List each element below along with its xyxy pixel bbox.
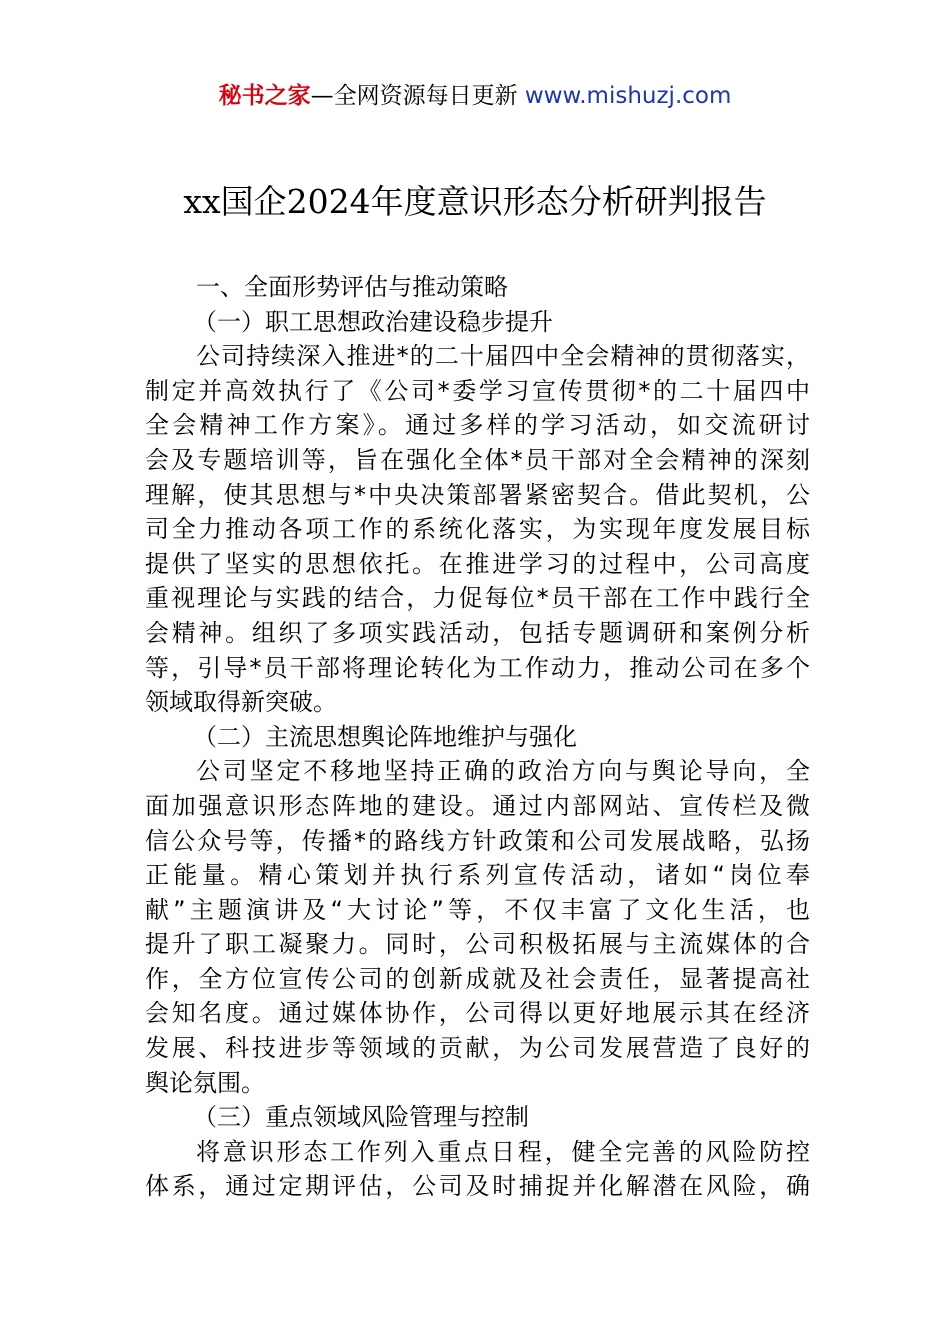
sub-heading: （三）重点领域风险管理与控制 bbox=[193, 1103, 529, 1132]
paragraph-line: 信公众号等，传播*的路线方针政策和公司发展战略，弘扬 bbox=[145, 826, 810, 855]
paragraph-line: 献”主题演讲及“大讨论”等，不仅丰富了文化生活，也 bbox=[145, 895, 810, 924]
paragraph-line: 司全力推动各项工作的系统化落实，为实现年度发展目标 bbox=[145, 515, 810, 544]
paragraph-line: 公司持续深入推进*的二十届四中全会精神的贯彻落实， bbox=[196, 342, 810, 371]
paragraph-line: 作，全方位宣传公司的创新成就及社会责任，显著提高社 bbox=[145, 964, 810, 993]
paragraph-line: 等，引导*员干部将理论转化为工作动力，推动公司在多个 bbox=[145, 653, 810, 682]
paragraph-line: 提升了职工凝聚力。同时，公司积极拓展与主流媒体的合 bbox=[145, 930, 810, 959]
brand-tagline: —全网资源每日更新 bbox=[310, 83, 525, 109]
site-url-link[interactable]: www.mishuzj.com bbox=[524, 83, 732, 109]
site-header bbox=[0, 80, 950, 112]
paragraph-line: 会精神。组织了多项实践活动，包括专题调研和案例分析 bbox=[145, 618, 810, 647]
paragraph-line: 将意识形态工作列入重点日程，健全完善的风险防控 bbox=[196, 1137, 810, 1166]
section-heading: 一、全面形势评估与推动策略 bbox=[196, 273, 508, 301]
paragraph-line: 会及专题培训等，旨在强化全体*员干部对全会精神的深刻 bbox=[145, 445, 810, 474]
paragraph-line: 制定并高效执行了《公司*委学习宣传贯彻*的二十届四中 bbox=[145, 376, 810, 405]
paragraph-line: 重视理论与实践的结合，力促每位*员干部在工作中践行全 bbox=[145, 584, 810, 613]
paragraph-line: 舆论氛围。 bbox=[145, 1068, 265, 1097]
sub-heading: （二）主流思想舆论阵地维护与强化 bbox=[193, 722, 577, 751]
paragraph-line: 发展、科技进步等领域的贡献，为公司发展营造了良好的 bbox=[145, 1034, 810, 1063]
paragraph-line: 全会精神工作方案》。通过多样的学习活动，如交流研讨 bbox=[145, 411, 810, 440]
document-body bbox=[145, 270, 810, 1204]
paragraph-line: 提供了坚实的思想依托。在推进学习的过程中，公司高度 bbox=[145, 549, 810, 578]
paragraph-line: 面加强意识形态阵地的建设。通过内部网站、宣传栏及微 bbox=[145, 791, 810, 820]
paragraph-line: 正能量。精心策划并执行系列宣传活动，诸如“岗位奉 bbox=[145, 861, 810, 890]
paragraph-line: 会知名度。通过媒体协作，公司得以更好地展示其在经济 bbox=[145, 999, 810, 1028]
brand-name: 秘书之家 bbox=[218, 83, 311, 109]
paragraph-line: 公司坚定不移地坚持正确的政治方向与舆论导向，全 bbox=[196, 757, 810, 786]
paragraph-line: 体系，通过定期评估，公司及时捕捉并化解潜在风险，确 bbox=[145, 1172, 810, 1201]
paragraph-line: 领域取得新突破。 bbox=[145, 688, 337, 717]
paragraph-line: 理解，使其思想与*中央决策部署紧密契合。借此契机，公 bbox=[145, 480, 810, 509]
sub-heading: （一）职工思想政治建设稳步提升 bbox=[193, 307, 553, 336]
document-title: xx国企2024年度意识形态分析研判报告 bbox=[183, 182, 767, 221]
